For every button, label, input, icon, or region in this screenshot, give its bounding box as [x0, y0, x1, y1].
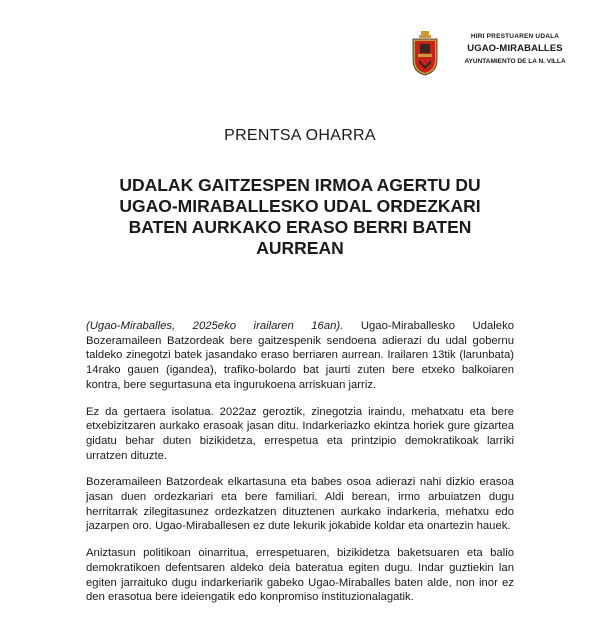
paragraph-4: Aniztasun politikoan oinarritua, errespetuaren, bizikidetza baketsuaren eta balio demokratikoen defentsaren aldeko deia bateratua egiten dugu. Indar guztiekin lan egiten jarraituko dugu indarkeriarik gabeko Ugao-Miraballes baten alde, non inor ez den erasotua bere ideiengatik edo konpromiso instituzionalagatik. — [86, 547, 514, 604]
paragraph-1 — [86, 319, 514, 393]
header-municipality-name: UGAO-MIRABALLES — [467, 43, 563, 54]
paragraph-1-text: Ugao-Miraballesko Udaleko Bozeramaileen Batzordeak bere gaitzespenik sendoena adierazi du udal gobernu taldeko zinegotzi batek jasandako eraso berriaren aurrean. Irailaren 13tik (larunbata) 14rako gauen (igandea), trafiko-bolardo bat jaurti zuten bere etxeko balkoiaren kontra, bere segurtasuna eta ingurukoena arriskuan jarriz. — [86, 320, 514, 391]
letterhead — [398, 24, 583, 82]
paragraph-3: Bozeramaileen Batzordeak elkartasuna eta babes osoa adierazi nahi dizkio erasoa jasan duen ordezkariari eta bere familiari. Aldi berean, irmo arbuiatzen dugu herritarrak zilegitasunez ordezkatzen dituztenen aurkako indarkeria, mehatxu edo jazarpen oro. Ugao-Miraballesen ez dute lekurik jokabide koldar eta onartezin hauek. — [86, 476, 514, 533]
press-release-label: PRENTSA OHARRA — [224, 127, 376, 144]
coat-of-arms-icon — [410, 30, 440, 76]
article-body — [86, 319, 514, 617]
paragraph-2: Ez da gertaera isolatua. 2022az geroztik, zinegotzia iraindu, mehatxatu eta bere etxebizitzaren aurkako erasoak jasan ditu. Indarkeriazko ekintza horiek gure gizartea gidatu behar duten bizikidetza, errespetua eta printzipio demokratikoak larriki urratzen dituzte. — [86, 405, 514, 462]
dateline: (Ugao-Miraballes, 2025eko irailaren 16an). — [86, 320, 344, 332]
header-line-1: HIRI PRESTUAREN UDALA — [470, 33, 560, 40]
header-line-3: AYUNTAMIENTO DE LA N. VILLA — [464, 58, 566, 65]
headline: UDALAK GAITZESPEN IRMOA AGERTU DU UGAO-MIRABALLESKO UDAL ORDEZKARI BATEN AURKAKO ERASO BERRI BATEN AURREAN — [119, 175, 481, 258]
